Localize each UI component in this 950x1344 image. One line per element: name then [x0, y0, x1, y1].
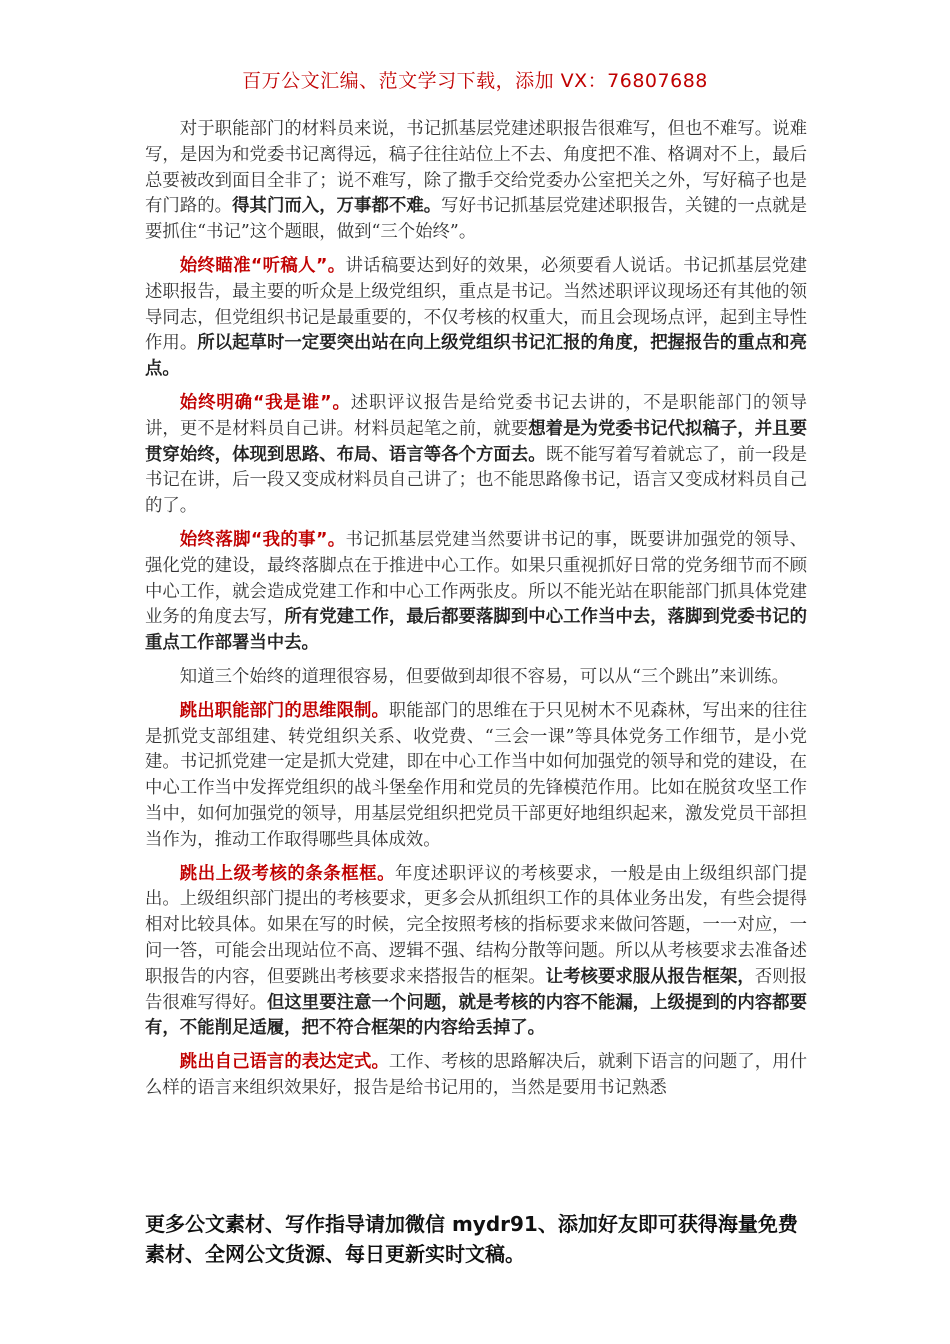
paragraph-listener: [145, 254, 807, 383]
paragraph-text: 写好书记抓基层党建述职报告，关键的一点就是要抓住“书记”这个题眼，做到“三个始终”。: [145, 196, 807, 243]
section-heading: 始终明确“我是谁”。: [179, 392, 351, 413]
paragraph-emphasis: 但这里要注意一个问题，就是考核的内容不能漏，上级提到的内容都要有，不能削足适履，把不符合框架的内容给丢掉了。: [145, 992, 807, 1039]
paragraph-intro: [145, 117, 807, 246]
paragraph-text: 年度述职评议的考核要求，一般是由上级组织部门提出。上级组织部门提出的考核要求，更多会从抓组织工作的具体业务出发，有些会提得相对比较具体。如果在写的时候，完全按照考核的指标要求来做问答题，一一对应，一问一答，可能会出现站位不高、逻辑不强、结构分散等问题。所以从考核要求去准备述职报告的内容，但要跳出考核要求来搭报告的框架。: [145, 863, 807, 987]
paragraph-transition: [145, 665, 807, 691]
paragraph-text: 述职评议报告是给党委书记去讲的，不是职能部门的领导讲，更不是材料员自己讲。材料员起笔之前，就要: [145, 392, 807, 439]
paragraph-text: 对于职能部门的材料员来说，书记抓基层党建述职报告很难写，但也不难写。说难写，是因为和党委书记离得远，稿子往往站位上不去、角度把不准、格调对不上，最后总要被改到面目全非了；说不难写，除了撒手交给党委办公室把关之外，写好稿子也是有门路的。: [145, 119, 807, 217]
section-heading: 始终落脚“我的事”。: [179, 529, 346, 550]
paragraph-text: 职能部门的思维在于只见树木不见森林，写出来的往往是抓党支部组建、转党组织关系、收党费、“三会一课”等具体党务工作细节，是小党建。书记抓党建一定是抓大党建，即在中心工作当中如何加强党的领导和党的建设，在中心工作当中发挥党组织的战斗堡垒作用和党员的先锋模范作用。比如在脱贫攻坚工作当中，如何加强党的领导，用基层党组织把党员干部更好地组织起来，激发党员干部担当作为，推动工作取得哪些具体成效。: [145, 700, 807, 850]
paragraph-text: 知道三个始终的道理很容易，但要做到却很不容易，可以从“三个跳出”来训练。: [179, 666, 789, 687]
section-heading: 跳出上级考核的条条框框。: [179, 863, 396, 884]
header-banner: 百万公文汇编、范文学习下载，添加 VX：76807688: [242, 70, 708, 92]
paragraph-emphasis: 想着是为党委书记代拟稿子，并且要贯穿始终，体现到思路、布局、语言等各个方面去。: [145, 418, 807, 465]
paragraph-language: [145, 1050, 807, 1102]
article-body: [145, 117, 807, 1102]
paragraph-emphasis: 所有党建工作，最后都要落脚到中心工作当中去，落脚到党委书记的重点工作部署当中去。: [145, 607, 807, 654]
paragraph-who-am-i: [145, 391, 807, 520]
paragraph-text: 书记抓基层党建当然要讲书记的事，既要讲加强党的领导、强化党的建设，最终落脚点在于推进中心工作。如果只重视抓好日常的党务细节而不顾中心工作，就会造成党建工作和中心工作两张皮。所以不能光站在职能部门抓具体党建业务的角度去写，: [145, 529, 807, 628]
section-heading: 跳出职能部门的思维限制。: [179, 700, 389, 721]
paragraph-my-work: [145, 528, 807, 657]
section-heading: 始终瞄准“听稿人”。: [179, 255, 346, 276]
paragraph-emphasis: 让考核要求服从报告框架，: [545, 966, 755, 987]
paragraph-clip: [145, 1050, 807, 1102]
footer-promo: 更多公文素材、写作指导请加微信 mydr91、添加好友即可获得海量免费素材、全网公文货源、每日更新实时文稿。: [145, 1212, 798, 1266]
paragraph-text: 工作、考核的思路解决后，就剩下语言的问题了，用什么样的语言来组织效果好，报告是给书记用的，当然是要用书记熟悉: [145, 1052, 807, 1098]
section-heading: 跳出自己语言的表达定式。: [179, 1052, 389, 1073]
paragraph-dept-thinking: [145, 699, 807, 854]
paragraph-emphasis: 所以起草时一定要突出站在向上级党组织书记汇报的角度，把握报告的重点和亮点。: [145, 333, 807, 380]
paragraph-text: 讲话稿要达到好的效果，必须要看人说话。书记抓基层党建述职报告，最主要的听众是上级党组织，重点是书记。当然述职评议现场还有其他的领导同志，但党组织书记是最重要的，不仅考核的权重大，而且会现场点评，起到主导性作用。: [145, 255, 807, 354]
paragraph-assessment: [145, 862, 807, 1043]
paragraph-text: 既不能写着写着就忘了，前一段是书记在讲，后一段又变成材料员自己讲了；也不能思路像书记，语言又变成材料员自己的了。: [145, 444, 807, 517]
paragraph-emphasis: 得其门而入，万事都不难。: [232, 196, 442, 217]
paragraph-text: 否则报告很难写得好。: [145, 966, 807, 1013]
